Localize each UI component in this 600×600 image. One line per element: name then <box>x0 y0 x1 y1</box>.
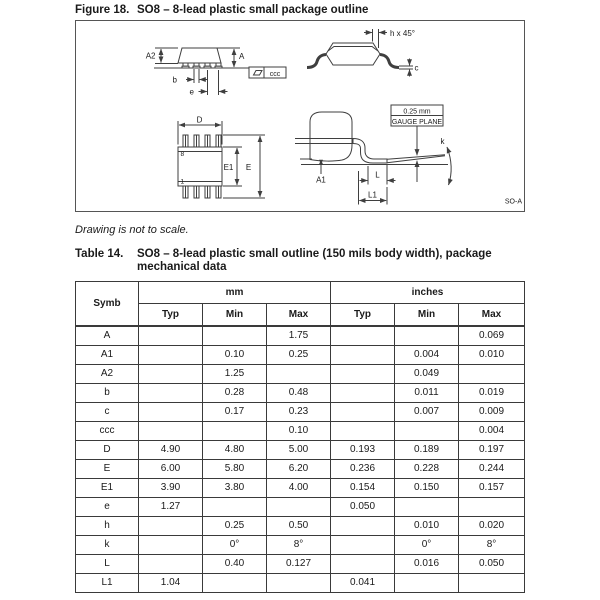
value-cell: 6.20 <box>267 460 331 479</box>
value-cell <box>267 365 331 384</box>
value-cell: 0.25 <box>203 517 267 536</box>
package-body-top <box>178 147 222 186</box>
col-header-in-max: Max <box>459 304 525 327</box>
left-lead <box>307 55 326 68</box>
symbol-cell: A2 <box>76 365 139 384</box>
table-row <box>76 460 525 479</box>
value-cell: 0.127 <box>267 555 331 574</box>
value-cell: 0.050 <box>331 498 395 517</box>
value-cell <box>203 498 267 517</box>
value-cell <box>203 326 267 346</box>
value-cell <box>267 574 331 593</box>
dim-label-e-width: E <box>245 162 252 172</box>
table-row <box>76 498 525 517</box>
value-cell <box>139 384 203 403</box>
col-header-mm-typ: Typ <box>139 304 203 327</box>
value-cell: 0.049 <box>395 365 459 384</box>
value-cell <box>331 365 395 384</box>
value-cell <box>139 403 203 422</box>
gauge-plane-label: GAUGE PLANE <box>391 118 443 126</box>
value-cell: 0.007 <box>395 403 459 422</box>
value-cell: 0.40 <box>203 555 267 574</box>
k-angle-arc <box>447 147 451 185</box>
table-row <box>76 403 525 422</box>
ccc-flatness-callout <box>249 67 286 78</box>
value-cell: 0.17 <box>203 403 267 422</box>
value-cell <box>139 536 203 555</box>
value-cell <box>331 517 395 536</box>
value-cell: 3.80 <box>203 479 267 498</box>
value-cell <box>331 346 395 365</box>
value-cell: 1.27 <box>139 498 203 517</box>
table-row <box>76 479 525 498</box>
symbol-cell: h <box>76 517 139 536</box>
value-cell: 0.154 <box>331 479 395 498</box>
table-row <box>76 517 525 536</box>
col-header-symb: Symb <box>76 282 139 327</box>
figure-frame <box>75 20 525 212</box>
col-header-in-min: Min <box>395 304 459 327</box>
value-cell: 3.90 <box>139 479 203 498</box>
table-title-line1: SO8 – 8-lead plastic small outline (150 mils body width), package <box>137 248 492 260</box>
dim-label-l: L <box>375 170 380 180</box>
value-cell: 8° <box>267 536 331 555</box>
dim-label-ccc: ccc <box>269 70 281 78</box>
value-cell: 0.004 <box>395 346 459 365</box>
value-cell <box>139 517 203 536</box>
dim-label-l1: L1 <box>368 190 377 200</box>
table-title <box>137 248 535 274</box>
value-cell <box>459 574 525 593</box>
symbol-cell: b <box>76 384 139 403</box>
value-cell: 6.00 <box>139 460 203 479</box>
table-row <box>76 365 525 384</box>
table-row <box>76 441 525 460</box>
dim-label-b: b <box>172 75 177 85</box>
dim-label-e1: E1 <box>223 162 234 172</box>
value-cell: 0.28 <box>203 384 267 403</box>
table-label: Table 14. <box>75 248 124 260</box>
table-row <box>76 422 525 441</box>
value-cell <box>139 422 203 441</box>
value-cell <box>203 574 267 593</box>
value-cell: 0.019 <box>459 384 525 403</box>
value-cell: 5.00 <box>267 441 331 460</box>
value-cell <box>139 326 203 346</box>
value-cell: 1.04 <box>139 574 203 593</box>
value-cell <box>139 346 203 365</box>
value-cell: 0.009 <box>459 403 525 422</box>
value-cell <box>331 422 395 441</box>
dim-label-e: e <box>189 87 194 97</box>
value-cell <box>395 498 459 517</box>
table-row <box>76 346 525 365</box>
value-cell: 0.069 <box>459 326 525 346</box>
value-cell: 4.00 <box>267 479 331 498</box>
value-cell <box>203 422 267 441</box>
package-body-section <box>310 112 352 161</box>
col-group-mm: mm <box>139 282 331 304</box>
gull-wing-lead <box>353 139 387 164</box>
value-cell: 0.050 <box>459 555 525 574</box>
value-cell <box>331 403 395 422</box>
value-cell: 0.004 <box>459 422 525 441</box>
figure-note: Drawing is not to scale. <box>75 224 189 236</box>
value-cell: 0.48 <box>267 384 331 403</box>
symbol-cell: ccc <box>76 422 139 441</box>
pin-1-label: 1 <box>180 178 185 186</box>
table-row <box>76 555 525 574</box>
value-cell: 0.011 <box>395 384 459 403</box>
value-cell: 5.80 <box>203 460 267 479</box>
value-cell: 0.197 <box>459 441 525 460</box>
value-cell: 0.25 <box>267 346 331 365</box>
value-cell: 1.25 <box>203 365 267 384</box>
gauge-offset-label: 0.25 mm <box>403 108 431 116</box>
symbol-cell: A <box>76 326 139 346</box>
table-row <box>76 574 525 593</box>
dim-label-a2: A2 <box>145 51 156 61</box>
package-outline-drawing <box>76 21 524 211</box>
value-cell <box>395 574 459 593</box>
dim-label-h45: h x 45° <box>390 28 415 38</box>
value-cell <box>267 498 331 517</box>
value-cell: 4.90 <box>139 441 203 460</box>
value-cell <box>459 365 525 384</box>
value-cell: 0.10 <box>203 346 267 365</box>
dim-label-a1: A1 <box>316 175 326 185</box>
value-cell: 0.50 <box>267 517 331 536</box>
value-cell: 0.23 <box>267 403 331 422</box>
value-cell: 0.193 <box>331 441 395 460</box>
value-cell: 0.016 <box>395 555 459 574</box>
value-cell <box>139 555 203 574</box>
dim-label-a: A <box>239 52 245 61</box>
value-cell: 8° <box>459 536 525 555</box>
dim-label-d: D <box>196 115 203 125</box>
symbol-cell: E <box>76 460 139 479</box>
figure-caption <box>75 4 575 17</box>
symbol-cell: e <box>76 498 139 517</box>
value-cell: 1.75 <box>267 326 331 346</box>
value-cell <box>395 422 459 441</box>
value-cell: 4.80 <box>203 441 267 460</box>
end-view <box>154 48 286 95</box>
value-cell <box>459 498 525 517</box>
value-cell <box>331 326 395 346</box>
mechanical-data-table <box>75 281 525 593</box>
symbol-cell: L <box>76 555 139 574</box>
value-cell: 0.020 <box>459 517 525 536</box>
value-cell: 0.228 <box>395 460 459 479</box>
value-cell: 0° <box>203 536 267 555</box>
table-header <box>76 282 525 327</box>
value-cell <box>331 384 395 403</box>
table-caption <box>75 248 535 274</box>
table-row <box>76 326 525 346</box>
dim-label-c: c <box>414 63 419 73</box>
package-variant-label: SO-A <box>504 198 522 206</box>
value-cell <box>331 555 395 574</box>
col-group-inches: inches <box>331 282 525 304</box>
right-lead <box>380 55 399 68</box>
value-cell: 0.010 <box>395 517 459 536</box>
value-cell: 0.041 <box>331 574 395 593</box>
table-row <box>76 536 525 555</box>
value-cell <box>395 326 459 346</box>
figure-label: Figure 18. <box>75 4 130 16</box>
symbol-cell: L1 <box>76 574 139 593</box>
dim-label-k: k <box>440 137 445 146</box>
value-cell <box>331 536 395 555</box>
col-header-mm-min: Min <box>203 304 267 327</box>
col-header-in-typ: Typ <box>331 304 395 327</box>
figure-title: SO8 – 8-lead plastic small package outline <box>137 4 369 16</box>
symbol-cell: D <box>76 441 139 460</box>
top-view <box>178 121 265 198</box>
value-cell <box>139 365 203 384</box>
col-header-mm-max: Max <box>267 304 331 327</box>
value-cell: 0.189 <box>395 441 459 460</box>
symbol-cell: E1 <box>76 479 139 498</box>
value-cell: 0.150 <box>395 479 459 498</box>
value-cell: 0.157 <box>459 479 525 498</box>
value-cell: 0.236 <box>331 460 395 479</box>
pin-8-label: 8 <box>180 151 185 158</box>
table-row <box>76 384 525 403</box>
symbol-cell: A1 <box>76 346 139 365</box>
table-title-line2: mechanical data <box>137 261 227 273</box>
value-cell: 0.010 <box>459 346 525 365</box>
symbol-cell: c <box>76 403 139 422</box>
symbol-cell: k <box>76 536 139 555</box>
end-view-leads <box>182 63 222 68</box>
value-cell: 0.10 <box>267 422 331 441</box>
value-cell: 0° <box>395 536 459 555</box>
package-body-end <box>178 48 221 63</box>
value-cell: 0.244 <box>459 460 525 479</box>
table-body <box>76 326 525 593</box>
